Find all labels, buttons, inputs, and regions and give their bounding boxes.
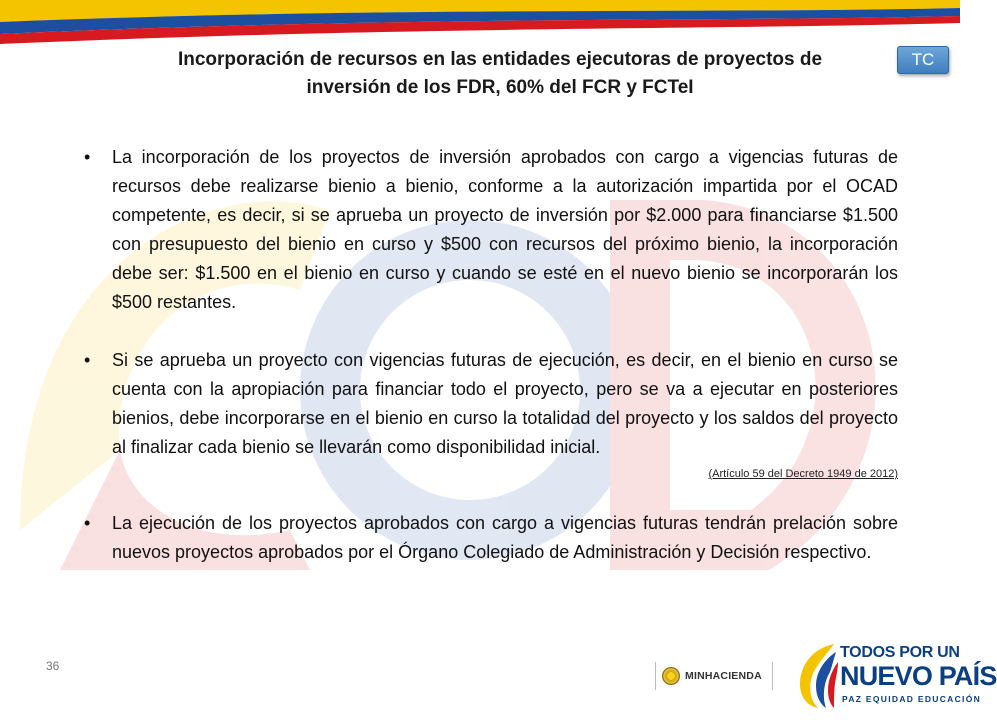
- bullet-text-1: La incorporación de los proyectos de inversión aprobados con cargo a vigencias futuras de recursos debe realizarse bienio a bienio, conforme a la autorización impartida por el OCAD competente, es decir, si se aprueba un proyecto de inversión por $2.000 para financiarse $1.500 con presupuesto del bienio en curso y $500 con recursos del próximo bienio, la incorporación debe ser: $1.500 en el bienio en curso y cuando se esté en el nuevo bienio se incorporarán los $500 restantes.: [112, 147, 898, 312]
- campaign-line-2: NUEVO PAÍS: [840, 661, 997, 691]
- bullet-text-2: Si se aprueba un proyecto con vigencias futuras de ejecución, es decir, en el bienio en curso se cuenta con la apropiación para financiar todo el proyecto, pero se va a ejecutar en posteriores bienios, debe incorporarse en el bienio en curso la totalidad del proyecto y los saldos del proyecto al finalizar cada bienio se llevarán como disponibilidad inicial.: [112, 350, 898, 457]
- todos-por-un-nuevo-pais-logo: [794, 640, 997, 710]
- slide-title-line-2: inversión de los FDR, 60% del FCR y FCTeI: [306, 77, 694, 98]
- legal-citation: (Artículo 59 del Decreto 1949 de 2012): [708, 468, 898, 480]
- coat-of-arms-icon: [662, 667, 680, 685]
- minhacienda-logo: [655, 662, 773, 690]
- campaign-line-1: TODOS POR UN: [840, 644, 960, 661]
- bullet-dot: •: [84, 513, 91, 533]
- slide-title: [120, 46, 880, 102]
- campaign-tagline: PAZ EQUIDAD EDUCACIÓN: [842, 694, 982, 704]
- bullet-dot: •: [84, 147, 91, 167]
- slide-title-line-1: Incorporación de recursos en las entidades ejecutoras de proyectos de: [177, 49, 823, 70]
- bullet-item-2: [82, 346, 898, 480]
- bullet-item-1: [82, 143, 898, 317]
- page-number: 36: [46, 659, 60, 673]
- minhacienda-logo-text: MINHACIENDA: [685, 670, 762, 682]
- bullet-dot: •: [84, 350, 91, 370]
- bullet-list: [82, 143, 898, 567]
- nuevo-pais-flag-mark-icon: [794, 640, 840, 710]
- bullet-item-3: [82, 509, 898, 567]
- tc-badge[interactable]: TC: [897, 46, 949, 74]
- bullet-text-3: La ejecución de los proyectos aprobados con cargo a vigencias futuras tendrán prelación sobre nuevos proyectos aprobados por el Órgano Colegiado de Administración y Decisión respectivo.: [112, 513, 898, 562]
